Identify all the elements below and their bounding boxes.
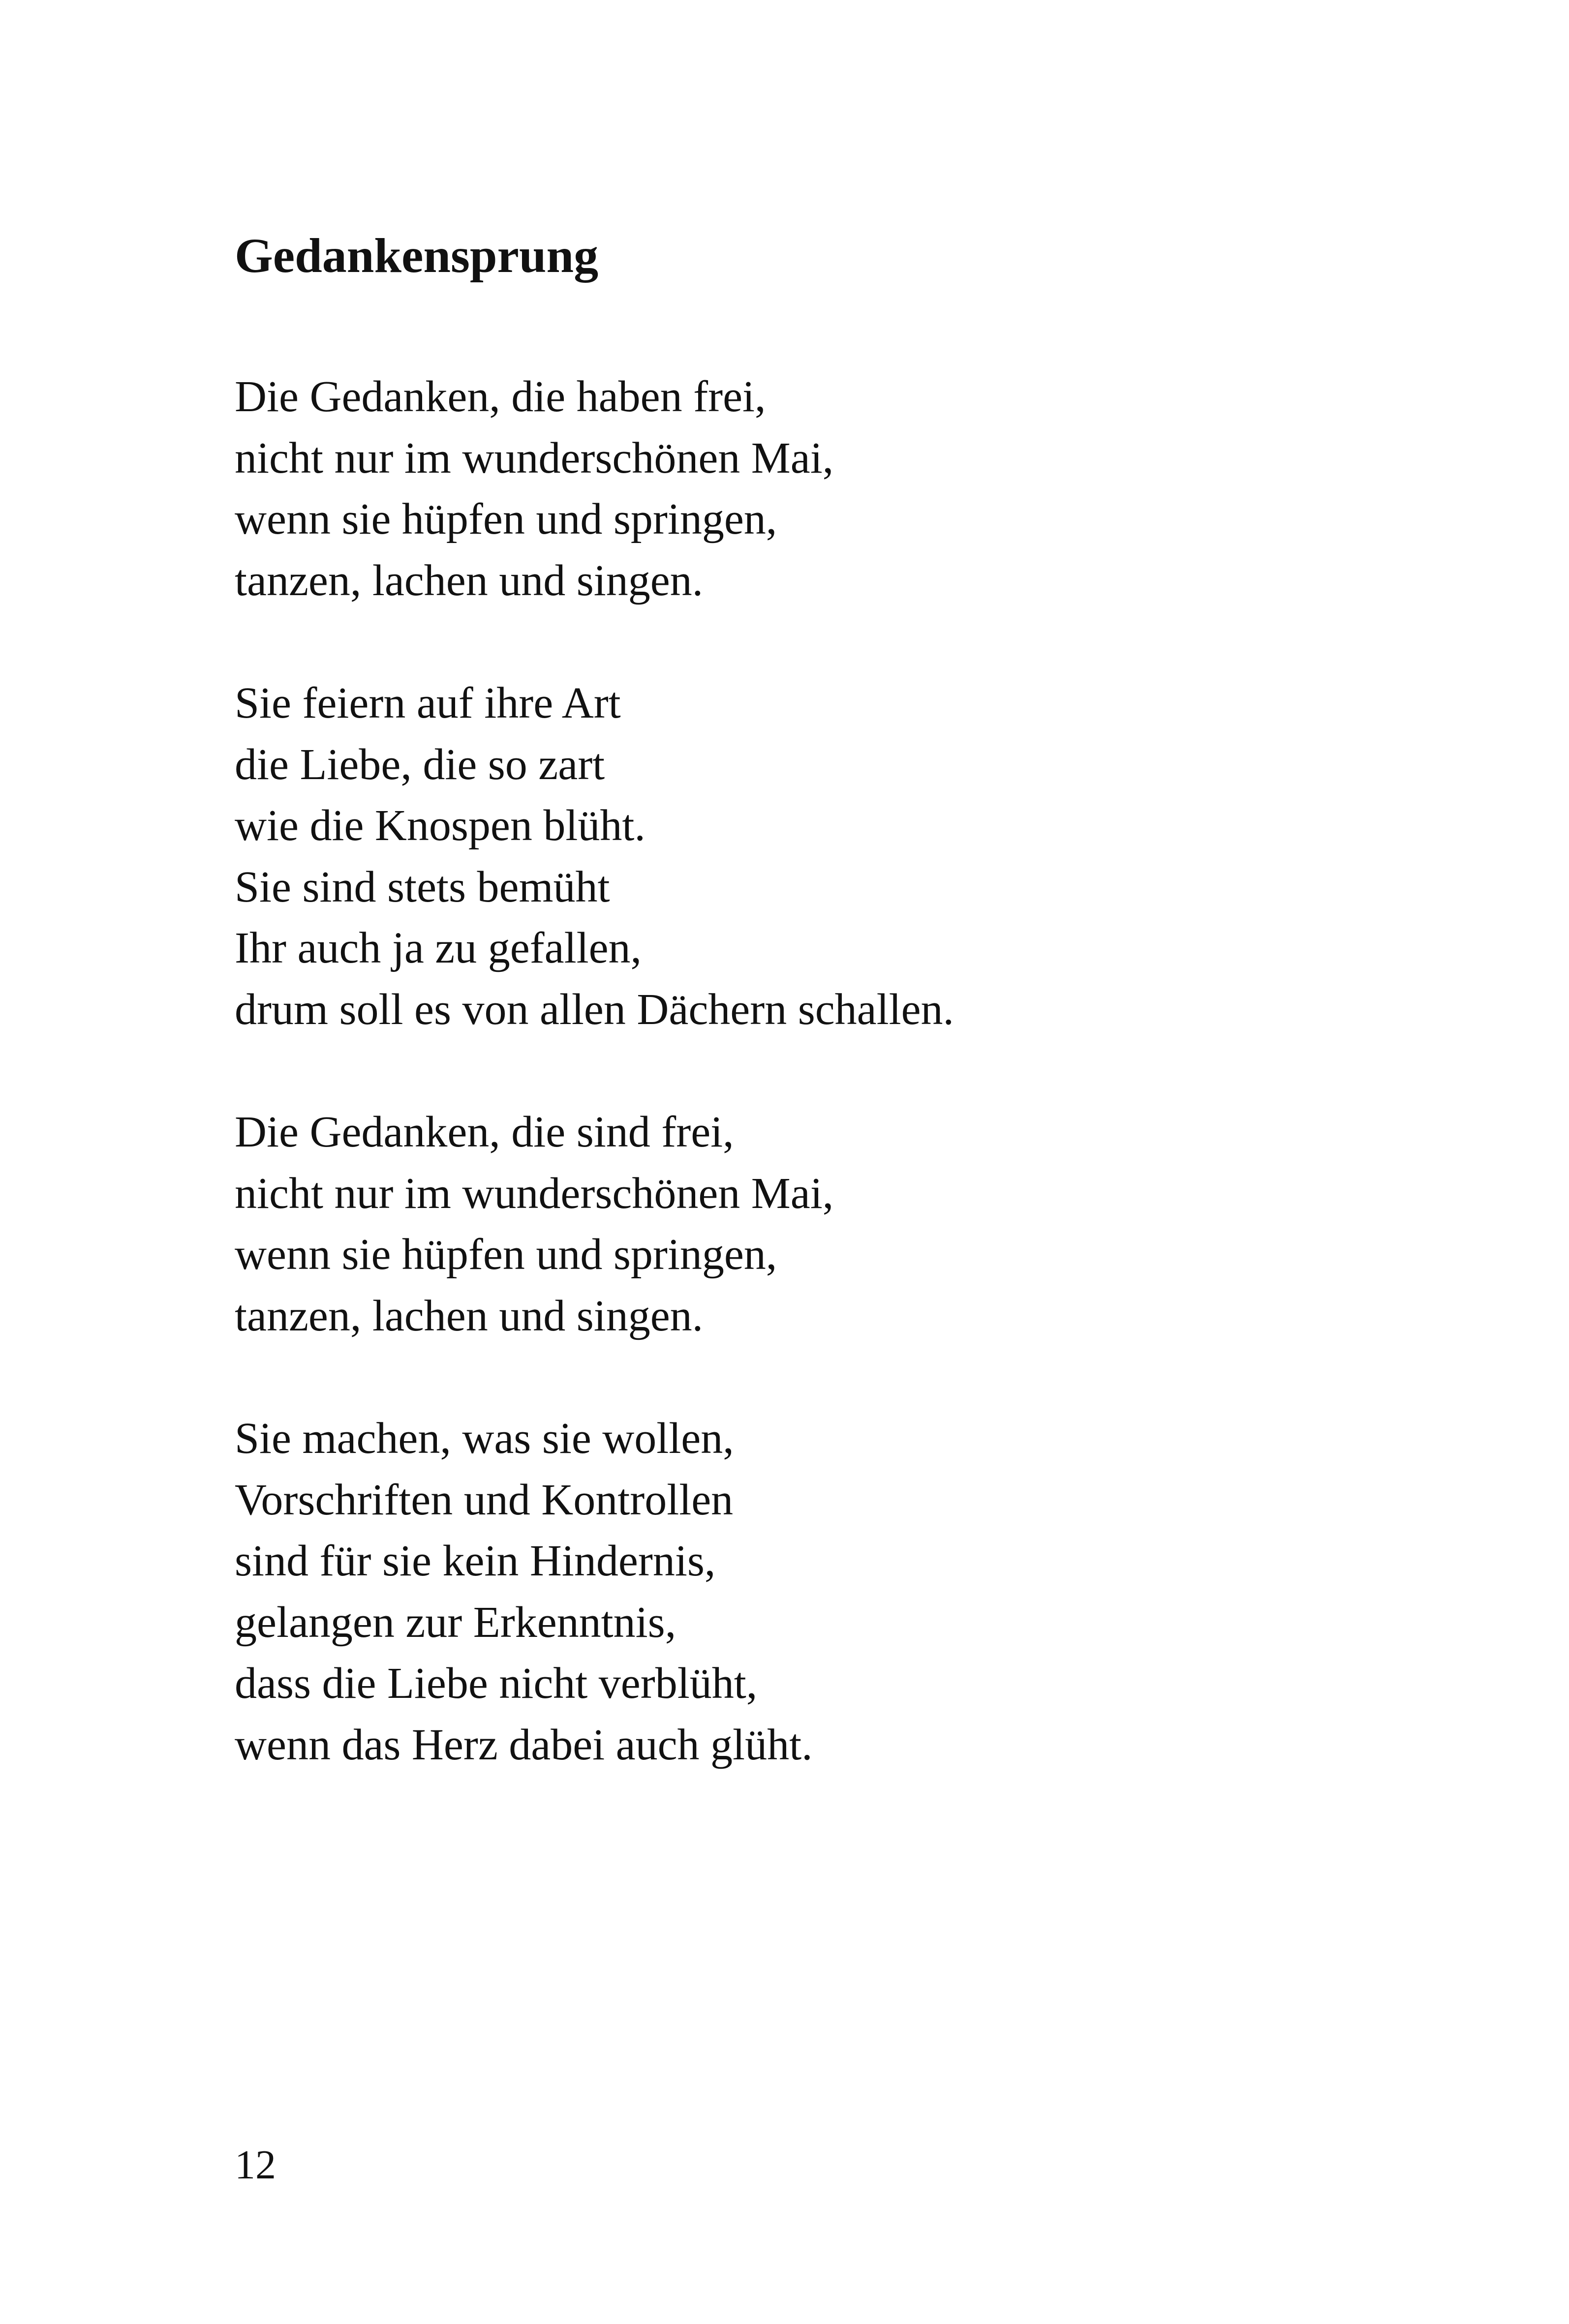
- verse-line: Vorschriften und Kontrollen: [235, 1475, 734, 1524]
- verse-line: Sie feiern auf ihre Art: [235, 679, 621, 727]
- stanza-4: [235, 1408, 954, 1776]
- poem-body: [235, 366, 954, 1837]
- stanza-3: [235, 1102, 954, 1347]
- verse-line: Die Gedanken, die sind frei,: [235, 1108, 734, 1156]
- verse-line: wie die Knospen blüht.: [235, 801, 646, 850]
- verse-line: Sie machen, was sie wollen,: [235, 1414, 734, 1463]
- verse-line: nicht nur im wunderschönen Mai,: [235, 433, 834, 483]
- verse-line: die Liebe, die so zart: [235, 740, 605, 789]
- verse-line: gelangen zur Erkenntnis,: [235, 1598, 677, 1647]
- stanza-2: [235, 673, 954, 1040]
- verse-line: wenn das Herz dabei auch glüht.: [235, 1720, 813, 1769]
- poem-title: Gedankensprung: [235, 228, 599, 283]
- verse-line: wenn sie hüpfen und springen,: [235, 1230, 777, 1279]
- verse-line: Sie sind stets bemüht: [235, 862, 610, 911]
- verse-line: tanzen, lachen und singen.: [235, 556, 704, 605]
- verse-line: Ihr auch ja zu gefallen,: [235, 924, 642, 972]
- verse-line: Die Gedanken, die haben frei,: [235, 372, 766, 421]
- verse-line: dass die Liebe nicht verblüht,: [235, 1659, 758, 1708]
- page-number: 12: [235, 2142, 276, 2188]
- verse-line: wenn sie hüpfen und springen,: [235, 495, 777, 543]
- verse-line: tanzen, lachen und singen.: [235, 1291, 704, 1340]
- verse-line: drum soll es von allen Dächern schallen.: [235, 985, 954, 1034]
- verse-line: nicht nur im wunderschönen Mai,: [235, 1169, 834, 1218]
- stanza-1: [235, 366, 954, 611]
- verse-line: sind für sie kein Hindernis,: [235, 1537, 716, 1585]
